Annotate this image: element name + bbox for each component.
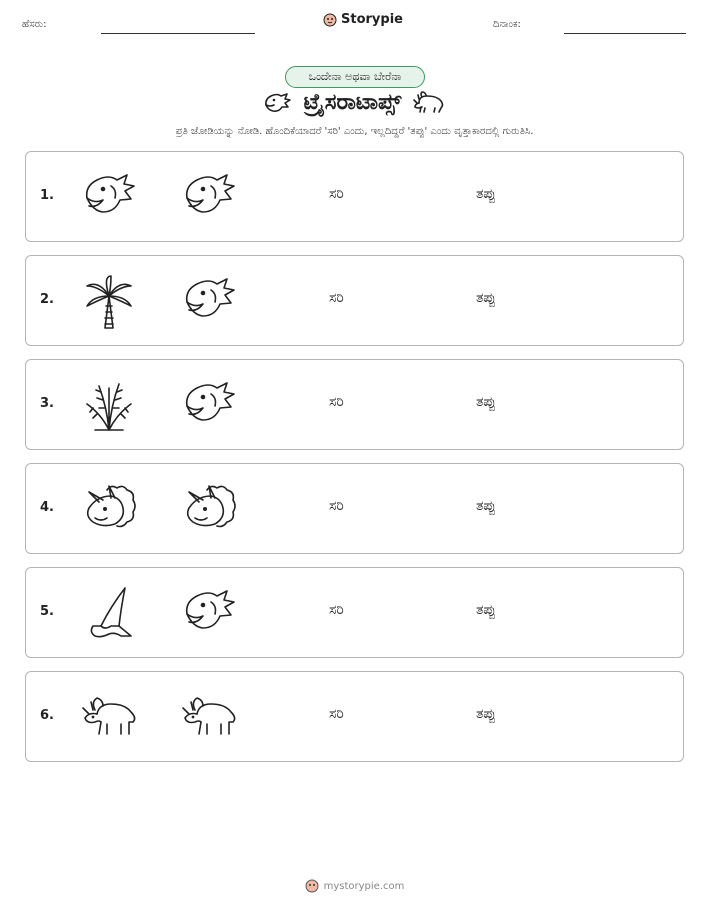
storypie-mascot-icon — [305, 879, 319, 893]
row-left-picture — [81, 586, 137, 642]
triceratops-icon — [81, 690, 139, 744]
row-number: 5. — [40, 604, 54, 619]
question-row-1 — [25, 151, 684, 242]
dino-head-icon — [81, 170, 137, 224]
option-different[interactable]: ತಪ್ಪು — [476, 290, 496, 306]
row-number: 2. — [40, 292, 54, 307]
row-left-picture — [81, 274, 137, 330]
instructions: ಪ್ರತಿ ಜೋಡಿಯನ್ನು ನೋಡಿ. ಹೊಂದಿಕೆಯಾದರೆ 'ಸರಿ' ಎಂದು, ಇಲ್ಲದಿದ್ದರೆ 'ತಪ್ಪು' ಎಂದು ವೃತ್ತಾಕಾರದಲ್ಲಿ ಗುರುತಿಸಿ. — [175, 126, 534, 137]
worksheet-tag: ಒಂದೇನಾ ಅಥವಾ ಬೇರೆನಾ — [285, 66, 425, 88]
question-row-4 — [25, 463, 684, 554]
option-same[interactable]: ಸರಿ — [329, 706, 344, 722]
row-number: 6. — [40, 708, 54, 723]
option-different[interactable]: ತಪ್ಪು — [476, 498, 496, 514]
triceratops-face-icon — [81, 482, 139, 536]
row-right-picture — [181, 586, 237, 640]
row-right-picture — [181, 482, 239, 536]
row-right-picture — [181, 274, 237, 328]
row-right-picture — [181, 170, 237, 224]
row-left-picture — [81, 690, 139, 744]
footer — [0, 879, 709, 893]
name-label: ಹೆಸರು: — [22, 19, 47, 30]
triceratops-icon — [413, 91, 447, 115]
option-same[interactable]: ಸರಿ — [329, 394, 344, 410]
row-number: 4. — [40, 500, 54, 515]
row-right-picture — [181, 690, 239, 744]
option-different[interactable]: ತಪ್ಪು — [476, 706, 496, 722]
triceratops-icon — [181, 690, 239, 744]
fern-icon — [81, 378, 137, 434]
option-same[interactable]: ಸರಿ — [329, 498, 344, 514]
option-different[interactable]: ತಪ್ಪು — [476, 602, 496, 618]
row-left-picture — [81, 170, 137, 224]
date-field[interactable] — [564, 33, 686, 34]
question-row-5 — [25, 567, 684, 658]
row-left-picture — [81, 482, 139, 536]
option-different[interactable]: ತಪ್ಪು — [476, 394, 496, 410]
dino-head-icon — [181, 274, 237, 328]
question-row-2 — [25, 255, 684, 346]
option-same[interactable]: ಸರಿ — [329, 290, 344, 306]
option-different[interactable]: ತಪ್ಪು — [476, 186, 496, 202]
row-number: 1. — [40, 188, 54, 203]
dino-head-icon — [181, 586, 237, 640]
option-same[interactable]: ಸರಿ — [329, 186, 344, 202]
row-number: 3. — [40, 396, 54, 411]
question-row-6 — [25, 671, 684, 762]
triceratops-face-icon — [181, 482, 239, 536]
brand-name: Storypie — [341, 12, 403, 27]
date-label: ದಿನಾಂಕ: — [493, 19, 521, 30]
option-same[interactable]: ಸರಿ — [329, 602, 344, 618]
storypie-mascot-icon — [323, 13, 337, 27]
row-right-picture — [181, 378, 237, 432]
dino-head-icon — [181, 170, 237, 224]
brand-logo — [323, 12, 403, 27]
dino-head-icon — [181, 378, 237, 432]
horn-icon — [81, 586, 137, 642]
page-title: ಟ್ರೈಸರಾಟಾಪ್ಸ್ — [303, 90, 402, 115]
name-field[interactable] — [101, 33, 255, 34]
palm-tree-icon — [81, 274, 137, 330]
dino-head-icon — [262, 91, 292, 115]
row-left-picture — [81, 378, 137, 434]
question-row-3 — [25, 359, 684, 450]
footer-site[interactable]: mystorypie.com — [323, 880, 405, 892]
